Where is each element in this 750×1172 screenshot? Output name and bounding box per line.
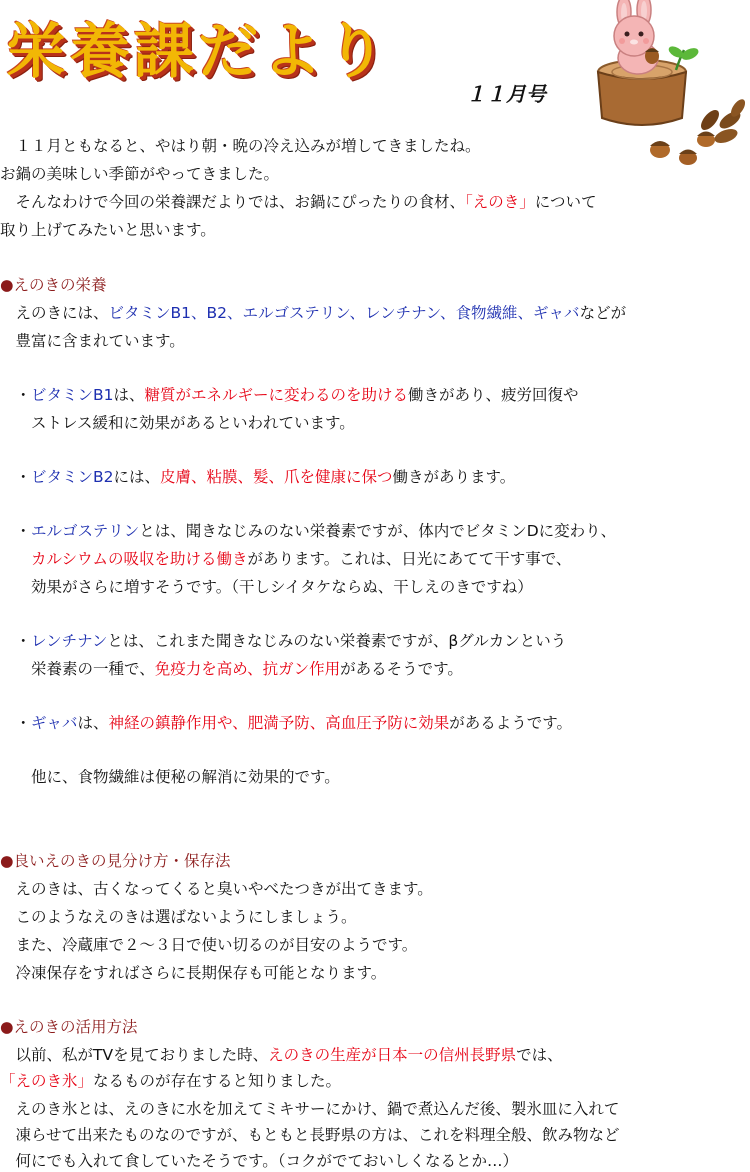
nutrient-name: ギャバ (31, 714, 78, 732)
bullet-icon: ● (0, 276, 14, 294)
list-bullet: ・ (0, 468, 32, 486)
intro-text: お鍋の美味しい季節がやってきました。 (0, 165, 280, 183)
body-text: とは、聞きなじみのない栄養素ですが、体内でビタミンDに変わり、 (139, 522, 617, 540)
body-text: があるようです。 (449, 714, 573, 732)
section-heading: えのきの栄養 (13, 276, 107, 294)
b4-line-1 (0, 630, 566, 652)
section-nutrition-heading (0, 274, 107, 296)
body-text: 何にでも入れて食していたそうです。（コクがでておいしくなるとか…） (0, 1152, 519, 1170)
nutrient-name: レンチナン (31, 632, 108, 650)
intro-line-2 (0, 163, 279, 185)
body-text: には、 (113, 468, 161, 486)
usage-line-4 (0, 1124, 620, 1146)
body-text: などが (579, 304, 627, 322)
section-selection-heading (0, 850, 231, 872)
body-text: えのきは、古くなってくると臭いやべたつきが出てきます。 (0, 880, 433, 898)
intro-text: 取り上げてみたいと思います。 (0, 221, 216, 239)
body-text: 働きがあります。 (392, 468, 516, 486)
benefit-highlight: 糖質がエネルギーに変わるのを助ける (144, 386, 409, 404)
b5-line-1 (0, 712, 572, 734)
b3-line-2 (0, 548, 571, 570)
section-usage-heading (0, 1016, 138, 1038)
body-text: は、 (77, 714, 109, 732)
intro-line-1 (0, 135, 481, 157)
b1-line-2 (0, 412, 355, 434)
body-text: ストレス緩和に効果があるといわれています。 (0, 414, 355, 432)
body-text: 効果がさらに増すそうです。（干しシイタケならぬ、干しえのきですね） (0, 578, 533, 596)
nutrition-line-1 (0, 302, 626, 324)
nutrient-name: エルゴステリン (31, 522, 140, 540)
body-text: 以前、私がTVを見ておりました時、 (0, 1046, 269, 1064)
body-text: 豊富に含まれています。 (0, 332, 185, 350)
b4-line-2 (0, 658, 463, 680)
body-text: えのきには、 (0, 304, 109, 322)
newsletter-title: 栄養課だより (6, 17, 390, 87)
body-text: 凍らせて出来たものなのですが、もともと長野県の方は、これを料理全般、飲み物など (0, 1126, 620, 1144)
body-text: があるそうです。 (340, 660, 463, 678)
intro-line-3 (0, 191, 596, 213)
usage-line-1 (0, 1044, 563, 1066)
section-heading: 良いえのきの見分け方・保存法 (13, 852, 231, 870)
rabbit-illustration (580, 0, 750, 175)
body-text: があります。これは、日光にあてて干す事で、 (247, 550, 572, 568)
b2-line-1 (0, 466, 515, 488)
bullet-icon: ● (0, 1018, 14, 1036)
body-text: は、 (113, 386, 145, 404)
benefit-highlight: 皮膚、粘膜、髪、爪を健康に保つ (160, 468, 393, 486)
nutrient-name: ビタミンB1 (31, 386, 114, 404)
section-heading: えのきの活用方法 (13, 1018, 138, 1036)
b3-line-3 (0, 576, 533, 598)
nutrient-name: ビタミンB2 (31, 468, 114, 486)
bullet-icon: ● (0, 852, 14, 870)
body-text: 他に、食物繊維は便秘の解消に効果的です。 (0, 768, 340, 786)
benefit-highlight: 神経の鎮静作用や、肥満予防、高血圧予防に効果 (108, 714, 450, 732)
body-text: えのき氷とは、えのきに水を加えてミキサーにかけ、鍋で煮込んだ後、製氷皿に入れて (0, 1100, 620, 1118)
list-bullet: ・ (0, 714, 32, 732)
enoki-highlight: 「えのき」 (465, 193, 535, 211)
issue-label: １１月号 (466, 82, 546, 106)
benefit-highlight: カルシウムの吸収を助ける働き (31, 550, 248, 568)
list-bullet: ・ (0, 522, 32, 540)
selection-line-3 (0, 934, 417, 956)
indent (0, 550, 31, 568)
list-bullet: ・ (0, 386, 32, 404)
body-text: 栄養素の一種で、 (0, 660, 155, 678)
intro-text: １１月ともなると、やはり朝・晩の冷え込みが増してきましたね。 (0, 137, 481, 155)
selection-line-1 (0, 878, 433, 900)
usage-line-3 (0, 1098, 619, 1120)
body-text: では、 (516, 1046, 563, 1064)
b1-line-1 (0, 384, 579, 406)
intro-text: そんなわけで今回の栄養課だよりでは、お鍋にぴったりの食材、 (0, 193, 466, 211)
body-text: とは、これまた聞きなじみのない栄養素ですが、βグルカンという (107, 632, 567, 650)
usage-line-5 (0, 1150, 518, 1172)
selection-line-2 (0, 906, 357, 928)
body-text: なるものが存在すると知りました。 (93, 1072, 342, 1090)
b3-line-1 (0, 520, 616, 542)
usage-line-2 (0, 1070, 341, 1092)
selection-line-4 (0, 962, 386, 984)
fiber-note (0, 766, 340, 788)
nutrient-list: ビタミンB1、B2、エルゴステリン、レンチナン、食物繊維、ギャバ (108, 304, 580, 322)
nutrition-line-2 (0, 330, 185, 352)
intro-text: について (534, 193, 597, 211)
benefit-highlight: 免疫力を高め、抗ガン作用 (154, 660, 341, 678)
body-text: 冷凍保存をすればさらに長期保存も可能となります。 (0, 964, 387, 982)
intro-line-4 (0, 219, 216, 241)
body-text: このようなえのきは選ばないようにしましょう。 (0, 908, 357, 926)
list-bullet: ・ (0, 632, 32, 650)
body-text: 働きがあり、疲労回復や (408, 386, 579, 404)
enoki-ice-highlight: 「えのき氷」 (0, 1072, 94, 1090)
nagano-highlight: えのきの生産が日本一の信州長野県 (268, 1046, 517, 1064)
body-text: また、冷蔵庫で２～３日で使い切るのが目安のようです。 (0, 936, 418, 954)
